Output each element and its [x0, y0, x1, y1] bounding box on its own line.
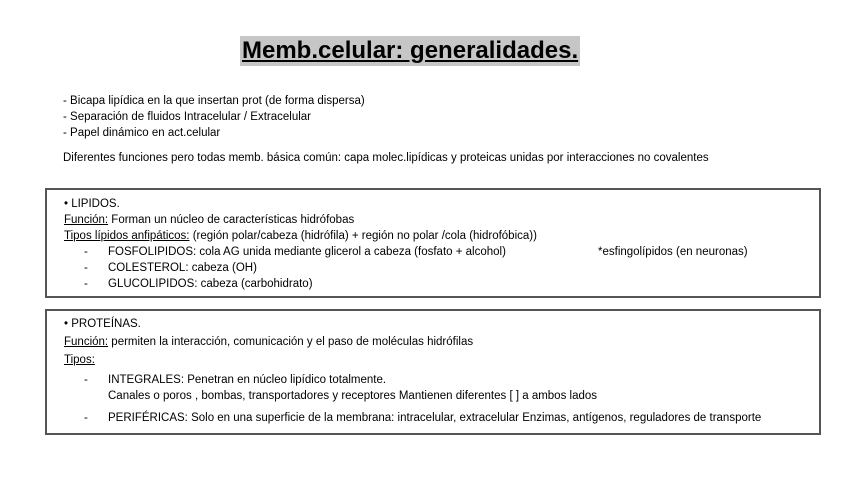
lipidos-list-item: [64, 260, 819, 276]
proteinas-funcion-text: permiten la interacción, comunicación y el paso de moléculas hidrófilas: [108, 336, 474, 348]
list-dash: -: [84, 246, 88, 258]
lipidos-item-text: FOSFOLIPIDOS: cola AG unida mediante glicerol a cabeza (fosfato + alcohol): [108, 246, 506, 258]
list-dash: -: [84, 412, 88, 424]
integrales-subtext: Canales o poros , bombas, transportadores y receptores Mantienen diferentes [ ] a ambos lados: [108, 390, 598, 402]
proteinas-tipos: [64, 352, 819, 368]
summary-text: Diferentes funciones pero todas memb. básica común: capa molec.lipídicas y proteicas unidas por interacciones no covalentes: [63, 152, 709, 164]
proteinas-funcion-label: Función:: [64, 336, 109, 348]
list-dash: -: [84, 278, 88, 290]
intro-bullet: - Papel dinámico en act.celular: [63, 127, 221, 139]
page-title: Memb.celular: generalidades.: [242, 37, 579, 64]
proteinas-funcion: [64, 334, 819, 350]
list-dash: -: [84, 262, 88, 274]
list-dash: -: [84, 374, 88, 386]
intro-bullet: - Separación de fluidos Intracelular / Extracelular: [63, 111, 312, 123]
intro-bullet-list: [63, 93, 365, 141]
lipidos-list-item: [64, 276, 819, 292]
proteinas-tipos-label: Tipos:: [64, 354, 95, 366]
proteinas-list-item: [64, 410, 819, 426]
lipidos-tipos-text: (región polar/cabeza (hidrófila) + región no polar /cola (hidrofóbica)): [189, 230, 537, 242]
perifericas-text: PERIFÉRICAS: Solo en una superficie de la membrana: intracelular, extracelular Enzimas, antígenos, reguladores de transporte: [108, 412, 762, 424]
lipidos-list-item: [64, 244, 819, 260]
lipidos-item-text: GLUCOLIPIDOS: cabeza (carbohidrato): [108, 278, 313, 290]
lipidos-heading: • LIPIDOS.: [64, 198, 120, 210]
lipidos-funcion-text: Forman un núcleo de características hidrófobas: [108, 214, 355, 226]
lipidos-tipos-label: Tipos lípidos anfipáticos:: [64, 230, 190, 242]
lipidos-item-text: COLESTEROL: cabeza (OH): [108, 262, 257, 274]
lipidos-funcion-label: Función:: [64, 214, 109, 226]
proteinas-box: [45, 309, 821, 435]
esfingolipidos-note: *esfingolípidos (en neuronas): [598, 246, 748, 258]
proteinas-heading: • PROTEÍNAS.: [64, 318, 141, 330]
intro-bullet: - Bicapa lipídica en la que insertan prot (de forma dispersa): [63, 95, 365, 107]
lipidos-box: [45, 188, 821, 298]
proteinas-list-item: [64, 372, 819, 388]
lipidos-funcion: [64, 212, 819, 228]
integrales-text: INTEGRALES: Penetran en núcleo lipídico totalmente.: [108, 374, 387, 386]
lipidos-tipos: [64, 228, 819, 244]
